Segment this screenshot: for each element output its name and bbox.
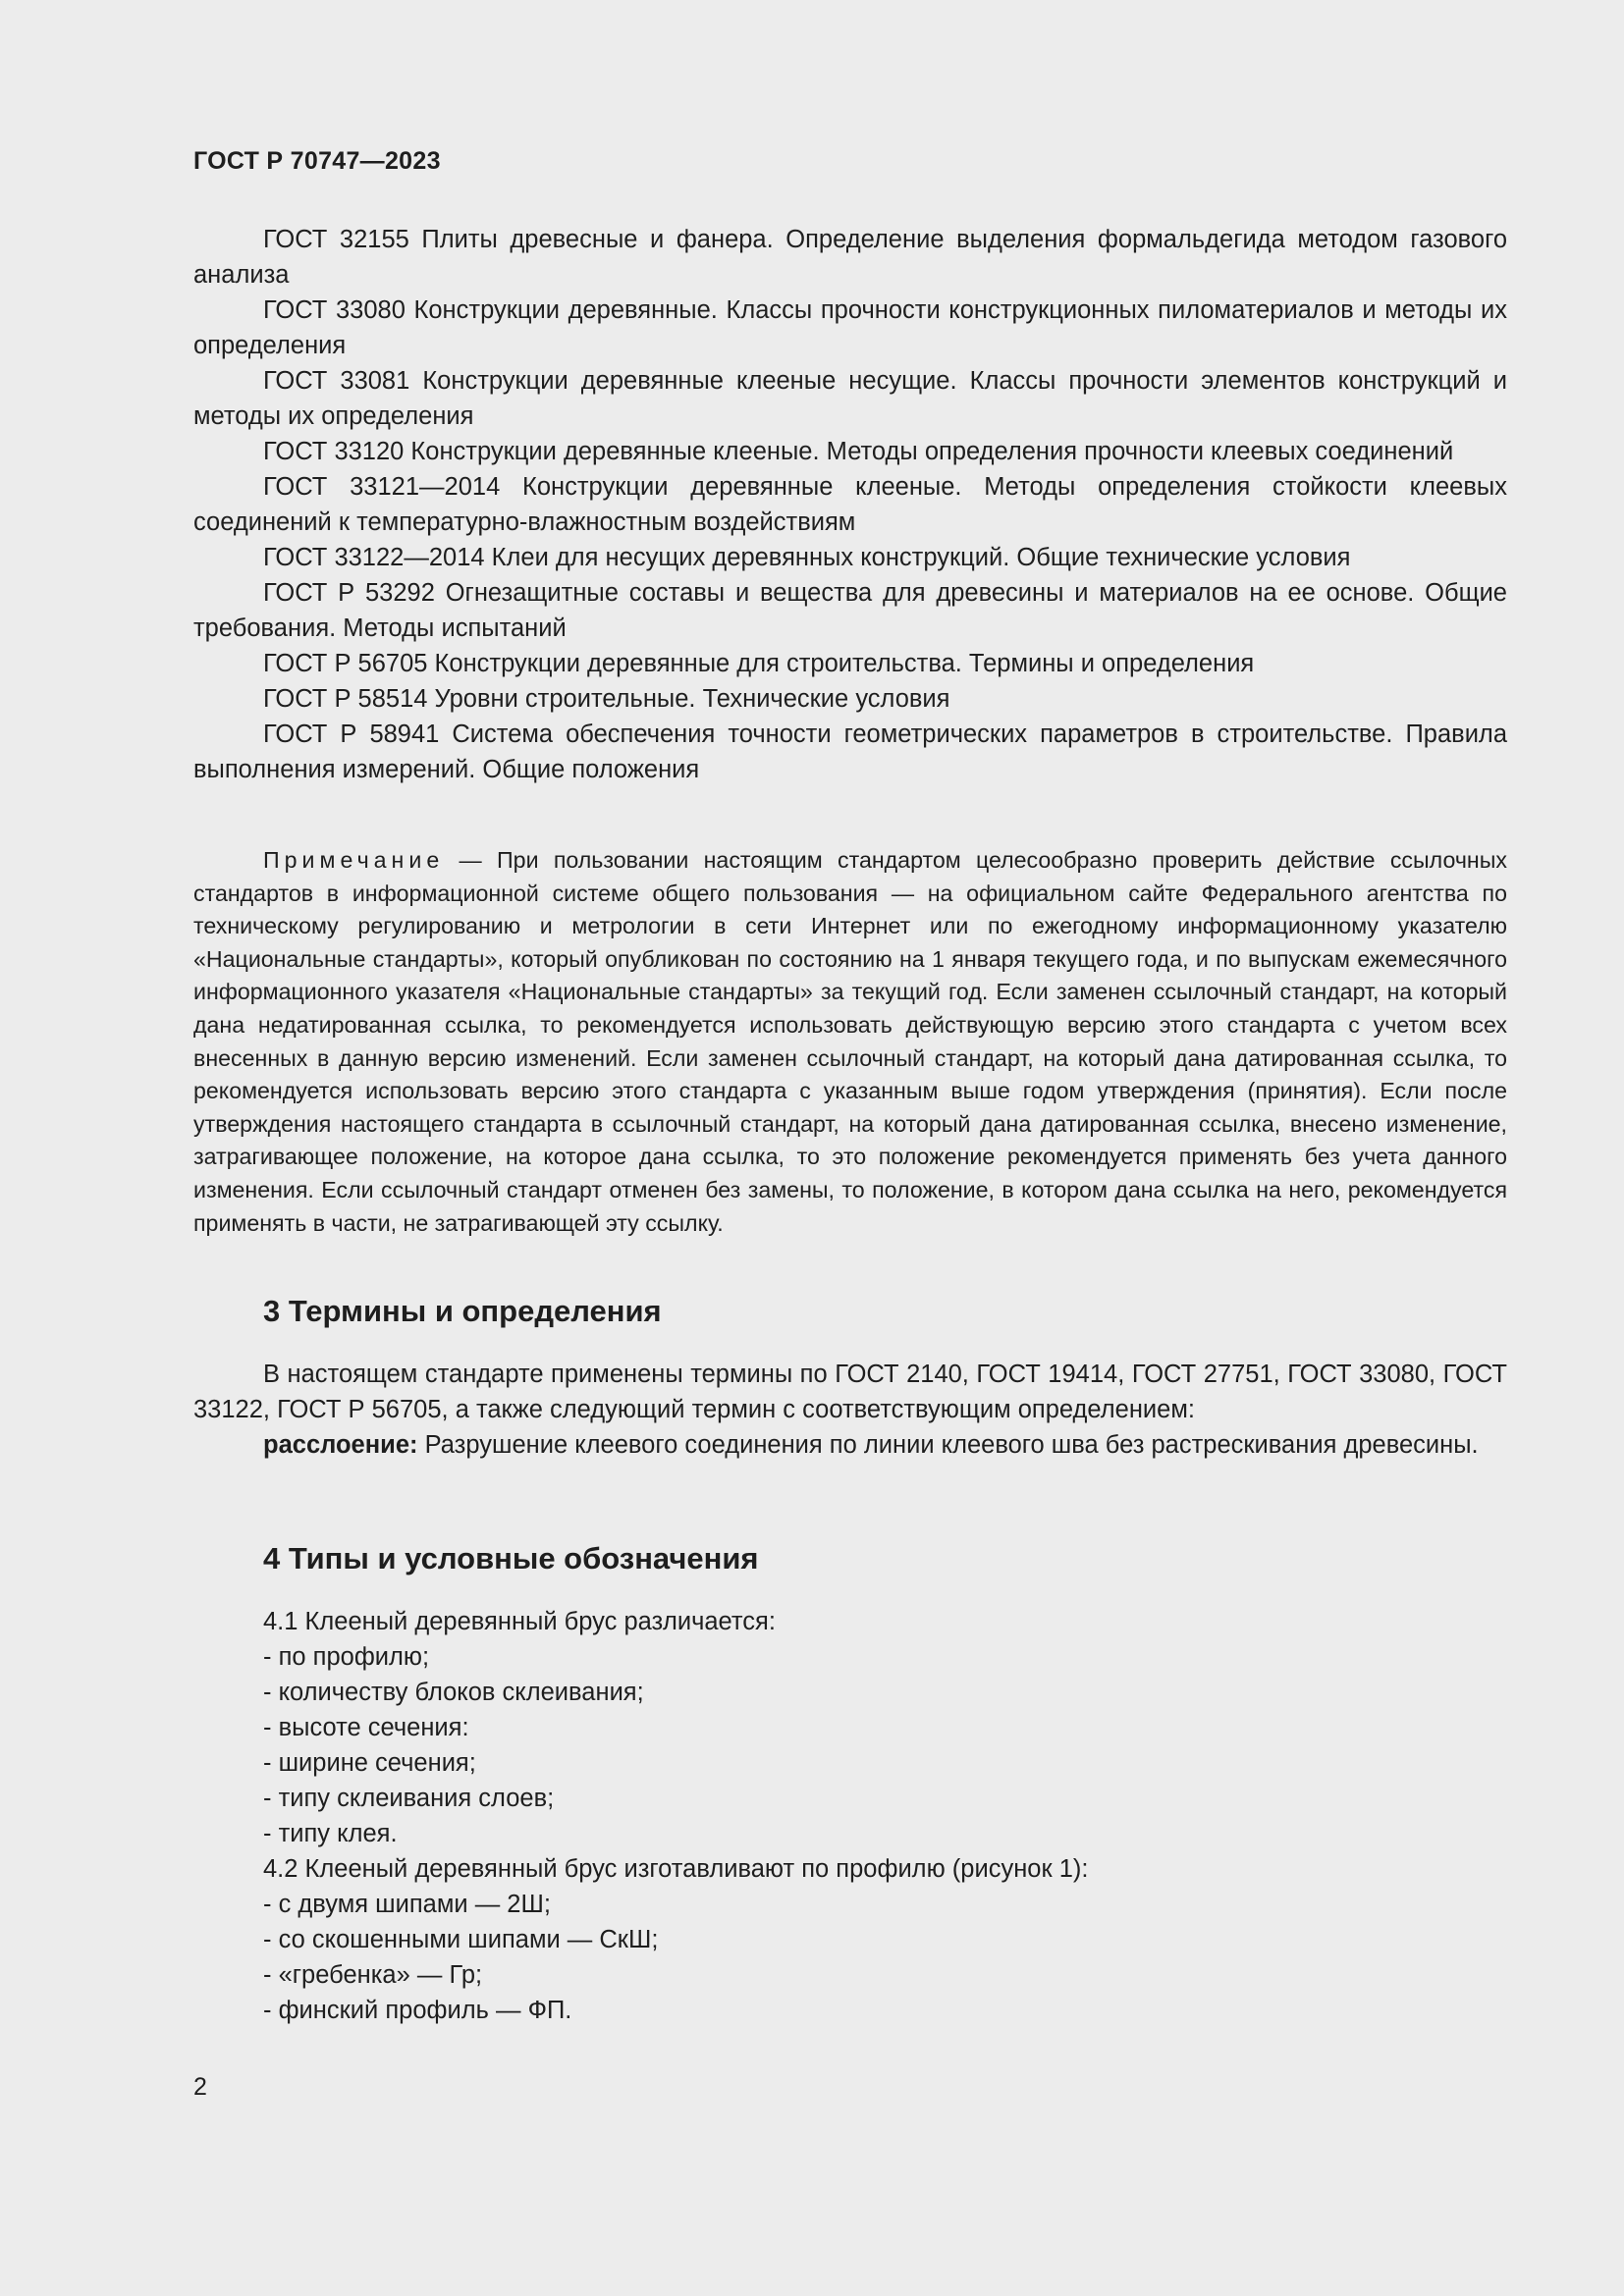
section-4-list <box>263 1604 1088 2028</box>
reference-item: ГОСТ Р 58514 Уровни строительные. Технические условия <box>263 685 950 713</box>
term-definition-text: Разрушение клеевого соединения по линии клеевого шва без растрескивания древесины. <box>424 1431 1479 1459</box>
list-item: - типу склеивания слоев; <box>263 1785 555 1812</box>
page-number: 2 <box>193 2073 207 2101</box>
section-3-body <box>193 1357 1507 1463</box>
list-item: - высоте сечения: <box>263 1714 469 1741</box>
term-definition <box>193 1427 1507 1463</box>
list-item: 4.2 Клееный деревянный брус изготавливают по профилю (рисунок 1): <box>263 1855 1089 1883</box>
list-item: - по профилю; <box>263 1643 430 1671</box>
reference-item: ГОСТ Р 53292 Огнезащитные составы и вещества для древесины и материалов на ее основе. Общие требования. Методы испытаний <box>193 579 1507 642</box>
section-3-heading: 3 Термины и определения <box>263 1294 662 1328</box>
reference-item: ГОСТ 33081 Конструкции деревянные клееные несущие. Классы прочности элементов конструкций и методы их определения <box>193 367 1507 430</box>
reference-item: ГОСТ Р 58941 Система обеспечения точности геометрических параметров в строительстве. Правила выполнения измерений. Общие положения <box>193 721 1507 783</box>
list-item: - с двумя шипами — 2Ш; <box>263 1891 551 1918</box>
list-item: - типу клея. <box>263 1820 398 1847</box>
list-item: - количеству блоков склеивания; <box>263 1679 644 1706</box>
reference-item: ГОСТ 32155 Плиты древесные и фанера. Определение выделения формальдегида методом газового анализа <box>193 226 1507 289</box>
list-item: - ширине сечения; <box>263 1749 476 1777</box>
note-label: Примечание <box>263 847 445 873</box>
document-code-header: ГОСТ Р 70747—2023 <box>193 147 441 175</box>
term-name: расслоение: <box>263 1431 418 1459</box>
reference-item: ГОСТ 33120 Конструкции деревянные клееные. Методы определения прочности клеевых соединений <box>263 438 1454 465</box>
section-4-heading: 4 Типы и условные обозначения <box>263 1541 759 1575</box>
list-item: 4.1 Клееный деревянный брус различается: <box>263 1608 776 1635</box>
reference-item: ГОСТ Р 56705 Конструкции деревянные для строительства. Термины и определения <box>263 650 1255 677</box>
reference-item: ГОСТ 33080 Конструкции деревянные. Классы прочности конструкционных пиломатериалов и методы их определения <box>193 296 1507 359</box>
normative-references-list <box>193 222 1507 787</box>
list-item: - «гребенка» — Гр; <box>263 1961 483 1989</box>
note-text: — При пользовании настоящим стандартом целесообразно проверить действие ссылочных стандартов в информационной системе общего пользования — на официальном сайте Федерального агентства по техническому регулированию и метрологии в сети Интернет или по ежегодному информационному указателю «Национальные стандарты», который опубликован по состоянию на 1 января текущего года, и по выпускам ежемесячного информационного указателя «Национальные стандарты» за текущий год. Если заменен ссылочный стандарт, на который дана недатированная ссылка, то рекомендуется использовать действующую версию этого стандарта с учетом всех внесенных в данную версию изменений. Если заменен ссылочный стандарт, на который дана датированная ссылка, то рекомендуется использовать версию этого стандарта с указанным выше годом утверждения (принятия). Если после утверждения настоящего стандарта в ссылочный стандарт, на который дана датированная ссылка, внесено изменение, затрагивающее положение, на которое дана ссылка, то это положение рекомендуется применять без учета данного изменения. Если ссылочный стандарт отменен без замены, то положение, в котором дана ссылка на него, рекомендуется применять в части, не затрагивающей эту ссылку. <box>193 847 1507 1236</box>
list-item: - финский профиль — ФП. <box>263 1997 572 2024</box>
section-3-intro: В настоящем стандарте применены термины по ГОСТ 2140, ГОСТ 19414, ГОСТ 27751, ГОСТ 33080, ГОСТ 33122, ГОСТ Р 56705, а также следующий термин с соответствующим определением: <box>193 1361 1507 1423</box>
note-paragraph <box>193 844 1507 1240</box>
reference-item: ГОСТ 33121—2014 Конструкции деревянные клееные. Методы определения стойкости клеевых соединений к температурно-влажностным воздействиям <box>193 473 1507 536</box>
list-item: - со скошенными шипами — СкШ; <box>263 1926 659 1953</box>
reference-item: ГОСТ 33122—2014 Клеи для несущих деревянных конструкций. Общие технические условия <box>263 544 1351 571</box>
